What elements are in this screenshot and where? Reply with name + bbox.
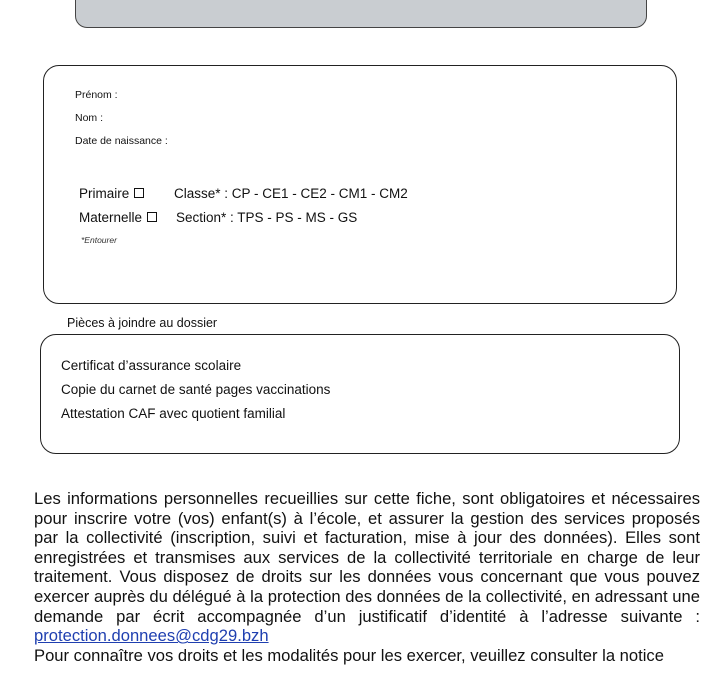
primaire-label: Primaire <box>79 186 130 201</box>
pieces-title: Pièces à joindre au dossier <box>67 316 218 330</box>
maternelle-sections: Section* : TPS - PS - MS - GS <box>176 210 358 225</box>
pieces-list <box>40 334 680 454</box>
primaire-checkbox[interactable] <box>134 188 144 198</box>
maternelle-label: Maternelle <box>79 210 143 225</box>
privacy-text: Les informations personnelles recueillies sur cette fiche, sont obligatoires et nécessaires pour inscrire votre (vos) enfant(s) à l’école, et assurer la gestion des services proposés par la collectivité (inscription, suivi et facturation, mise à jour des données). Elles sont enregistrées et transmises aux services de la collectivité territoriale en charge de leur traitement. Vous disposez de droits sur les données vous concernant que vous pouvez exercer auprès du délégué à la protection des données de la collectivité, en adressant une demande par écrit accompagnée d’un justificatif d’identité à l’adresse suivante : <box>34 489 700 626</box>
privacy-notice <box>34 489 700 665</box>
list-item: Certificat d’assurance scolaire <box>61 358 242 373</box>
identity-section <box>43 65 677 304</box>
privacy-email-link[interactable]: protection.donnees@cdg29.bzh <box>34 626 269 646</box>
header-banner <box>75 0 647 28</box>
circle-note: *Entourer <box>81 235 117 245</box>
firstname-label: Prénom : <box>75 89 118 101</box>
privacy-text-continued: Pour connaître vos droits et les modalités pour les exercer, veuillez consulter la notice <box>34 645 664 665</box>
maternelle-row <box>79 210 358 225</box>
list-item: Copie du carnet de santé pages vaccinations <box>61 382 331 397</box>
primaire-classes: Classe* : CP - CE1 - CE2 - CM1 - CM2 <box>174 186 408 201</box>
maternelle-checkbox[interactable] <box>147 212 157 222</box>
name-label: Nom : <box>75 112 104 124</box>
birthdate-label: Date de naissance : <box>75 135 168 147</box>
primaire-row <box>79 186 408 201</box>
list-item: Attestation CAF avec quotient familial <box>61 406 286 421</box>
